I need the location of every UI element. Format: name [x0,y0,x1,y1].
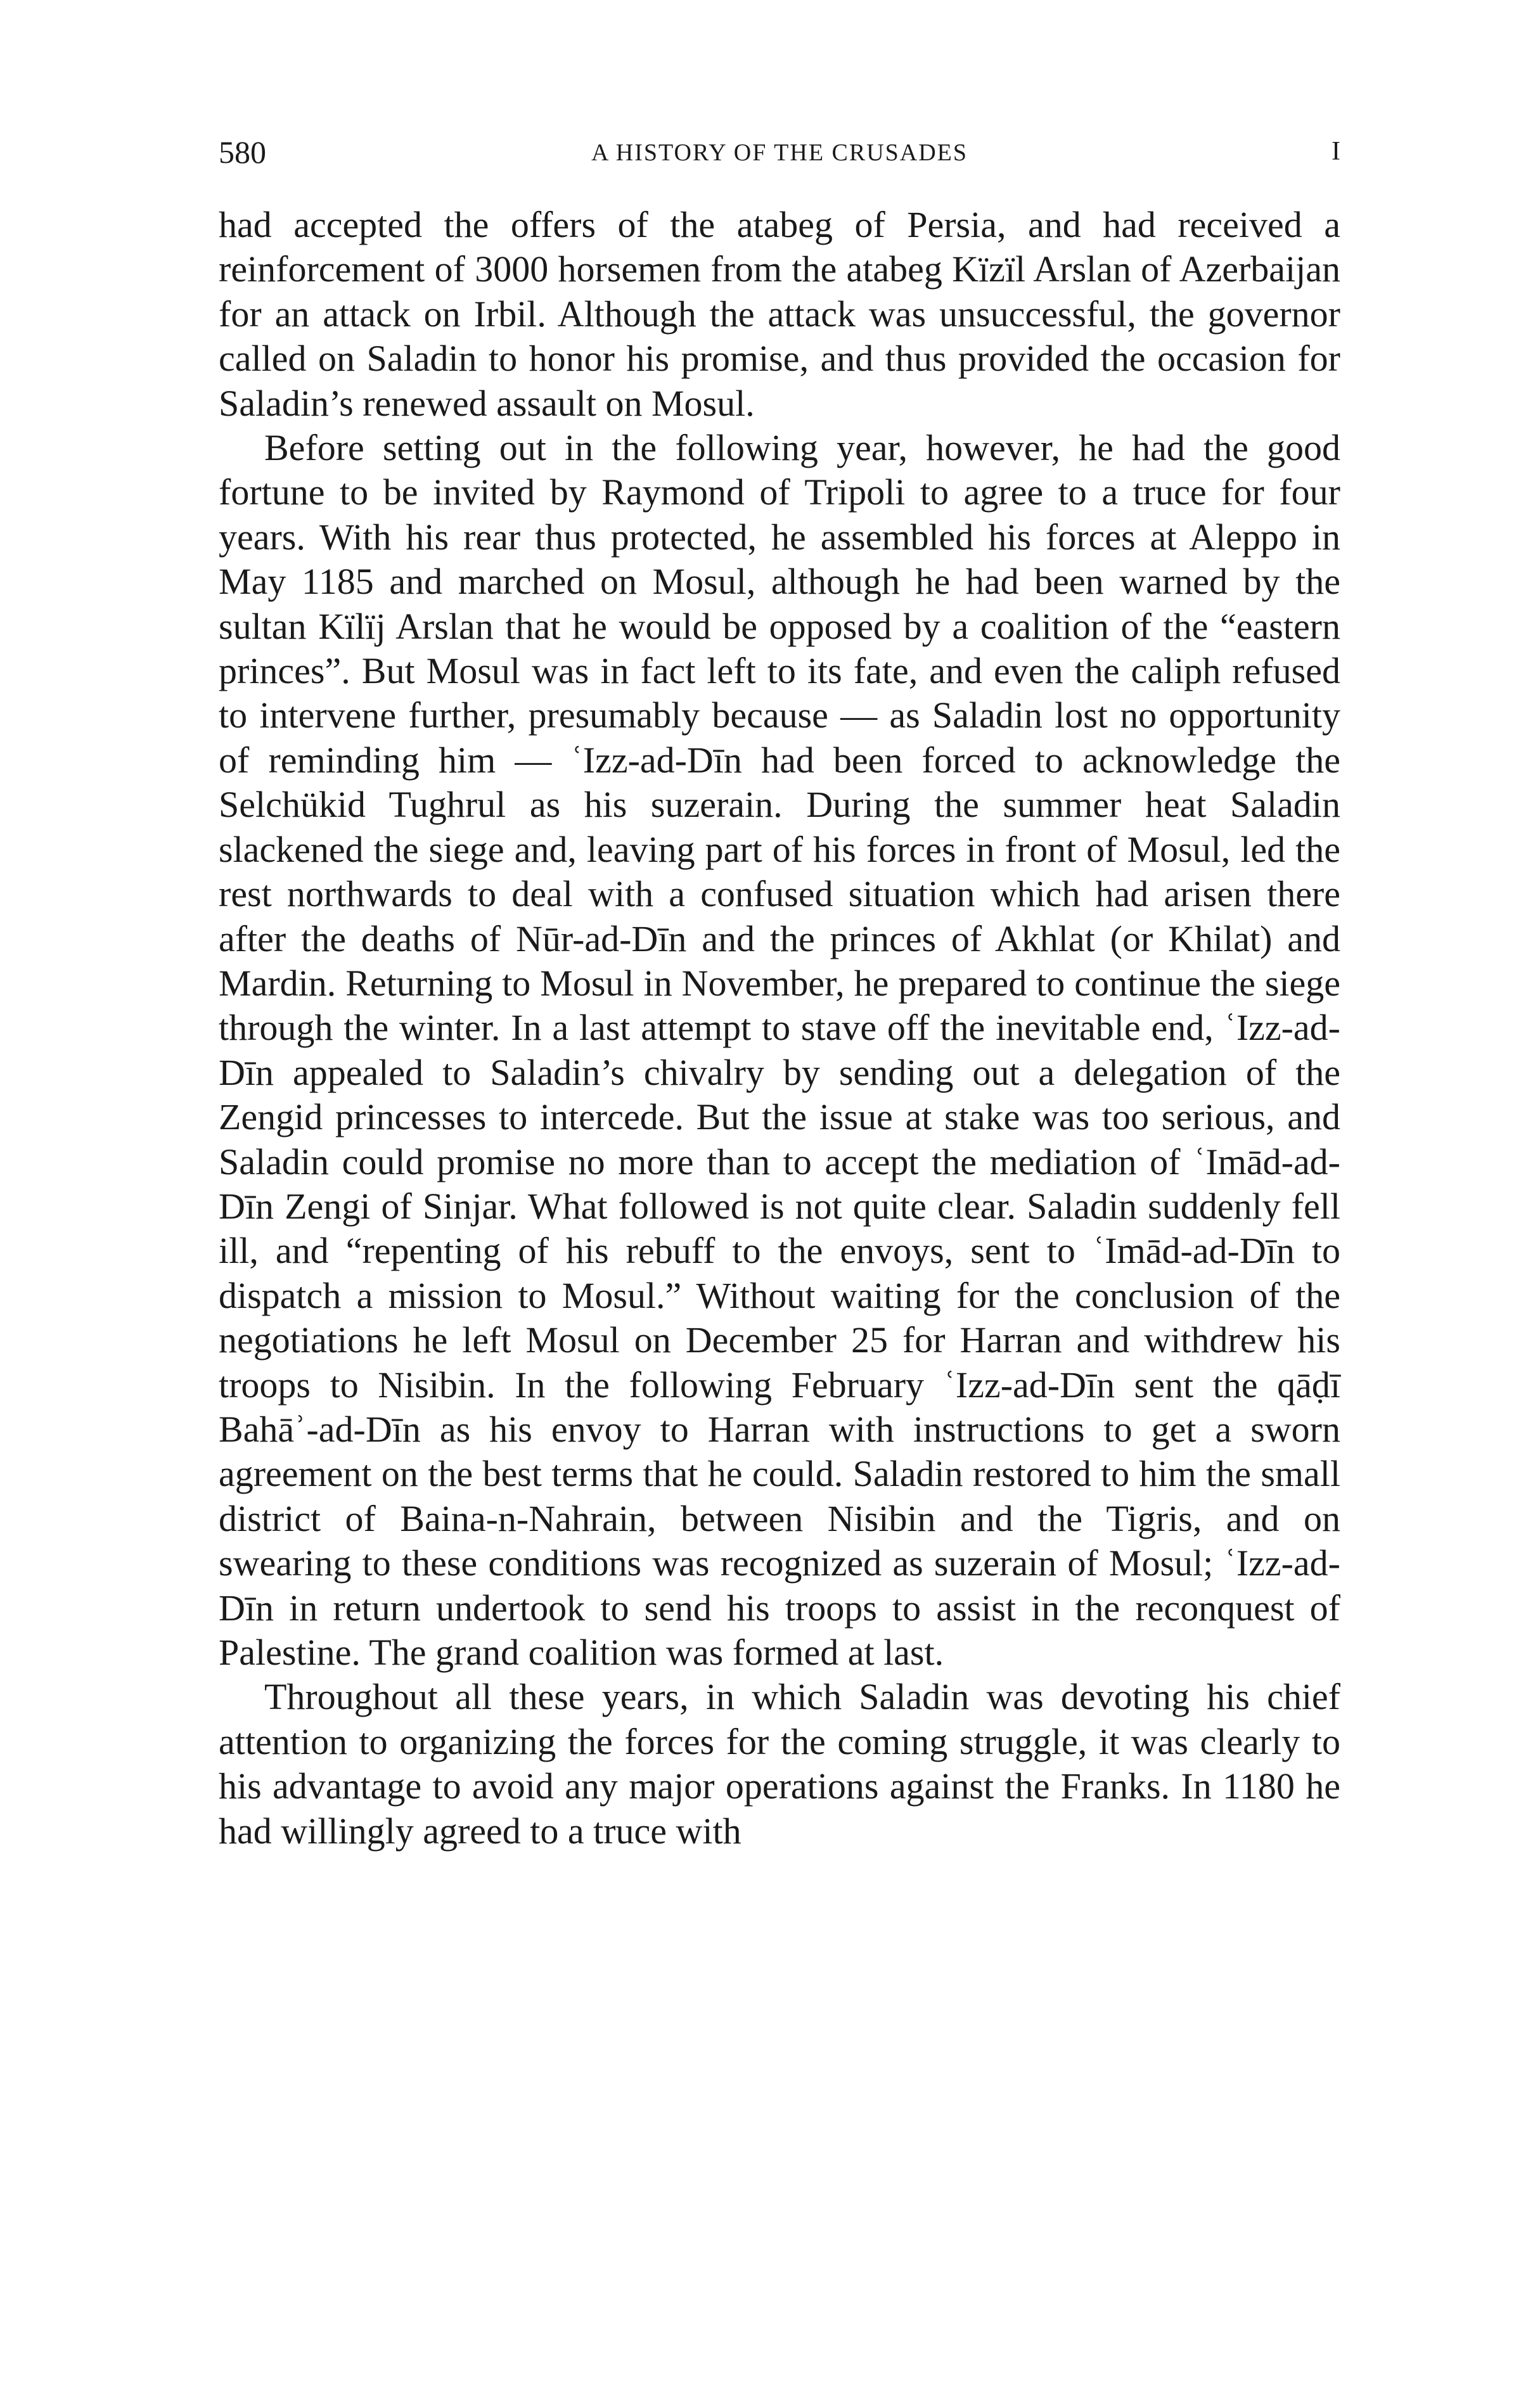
paragraph: Before setting out in the following year, however, he had the good fortune to be invited by Raymond of Tripoli to agree to a truce for four years. With his rear thus protected, he assembled his forces at Aleppo in May 1185 and marched on Mosul, although he had been warned by the sultan Kïlïj Arslan that he would be opposed by a coalition of the “eastern princes”. But Mosul was in fact left to its fate, and even the caliph refused to intervene further, presumably because — as Saladin lost no opportunity of reminding him — ʿIzz-ad-Dīn had been forced to acknowledge the Selchükid Tughrul as his suzerain. During the summer heat Saladin slackened the siege and, leaving part of his forces in front of Mosul, led the rest northwards to deal with a confused situation which had arisen there after the deaths of Nūr-ad-Dīn and the princes of Akhlat (or Khilat) and Mardin. Returning to Mosul in November, he prepared to continue the siege through the winter. In a last attempt to stave off the inevitable end, ʿIzz-ad-Dīn appealed to Saladin’s chivalry by sending out a delegation of the Zengid princesses to intercede. But the issue at stake was too serious, and Saladin could promise no more than to accept the mediation of ʿImād-ad-Dīn Zengi of Sinjar. What followed is not quite clear. Saladin suddenly fell ill, and “repenting of his rebuff to the envoys, sent to ʿImād-ad-Dīn to dispatch a mission to Mosul.” Without waiting for the conclusion of the negotiations he left Mosul on December 25 for Harran and withdrew his troops to Nisibin. In the following February ʿIzz-ad-Dīn sent the qāḍī Bahāʾ-ad-Dīn as his envoy to Harran with instructions to get a sworn agreement on the best terms that he could. Saladin restored to him the small district of Baina-n-Nahrain, between Nisibin and the Tigris, and on swearing to these conditions was recognized as suzerain of Mosul; ʿIzz-ad-Dīn in return undertook to send his troops to assist in the reconquest of Palestine. The grand coalition was formed at last. [219,427,1340,1673]
paragraph: Throughout all these years, in which Saladin was devoting his chief attention to organizing the forces for the coming struggle, it was clearly to his advantage to avoid any major operations against the Franks. In 1180 he had willingly agreed to a truce with [219,1676,1340,1852]
body-text [219,203,1340,1854]
running-title: A HISTORY OF THE CRUSADES [591,139,968,166]
page-number: 580 [219,134,266,170]
running-head [219,133,1340,177]
paragraph: had accepted the offers of the atabeg of Persia, and had received a reinforcement of 3000 horsemen from the atabeg Kïzïl Arslan of Azerbaijan for an attack on Irbil. Although the attack was unsuccessful, the governor called on Saladin to honor his promise, and thus provided the occasion for Saladin’s renewed assault on Mosul. [219,204,1340,424]
volume-number: I [1332,137,1340,166]
